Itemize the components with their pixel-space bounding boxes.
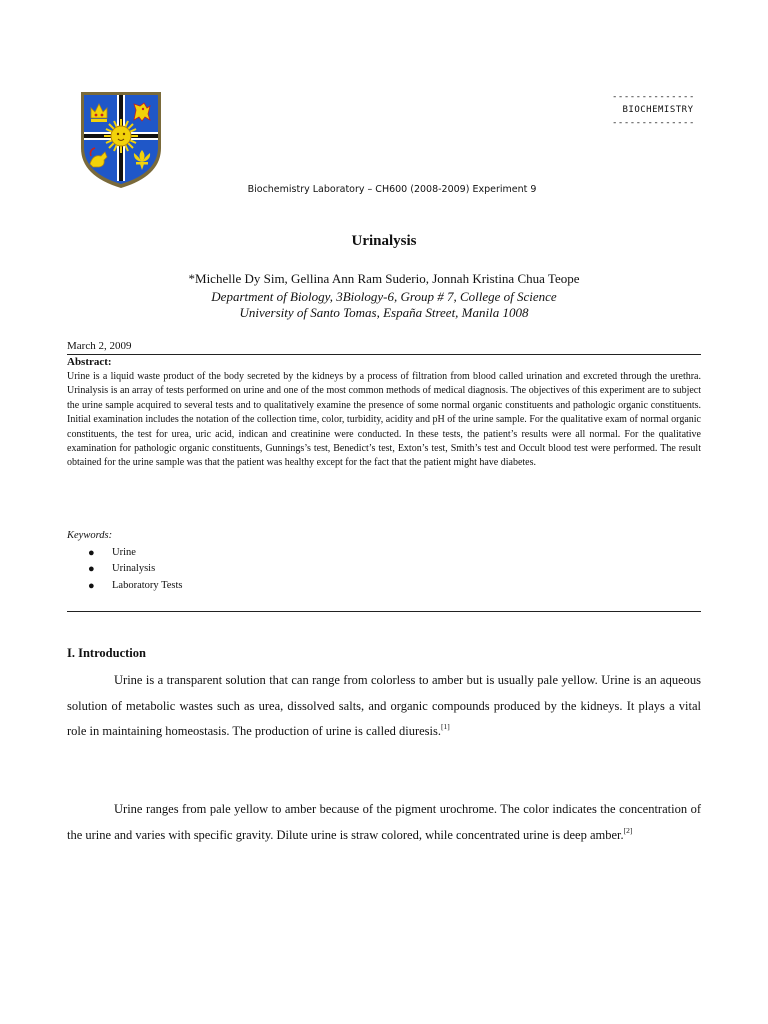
keywords-divider <box>67 611 701 612</box>
affiliation-department: Department of Biology, 3Biology-6, Group # 7, College of Science <box>211 289 557 304</box>
bullet-icon: ● <box>88 579 95 592</box>
keyword-item <box>88 547 183 563</box>
top-dash-rule: -------------- <box>612 92 695 102</box>
department-label-box <box>612 92 704 128</box>
affiliation-university: University of Santo Tomas, España Street, Manila 1008 <box>239 305 529 320</box>
bullet-icon: ● <box>88 547 95 559</box>
paper-title: Urinalysis <box>351 233 417 249</box>
introduction-paragraph-2 <box>67 797 701 848</box>
abstract-text: Urine is a liquid waste product of the body secreted by the kidneys by a process of filtration from blood called urination and excreted through the urethra. Urinalysis is an array of tests performed on urine and one of the most common methods of medical diagnosis. The objectives of this experiment are to subject the urine sample acquired to several tests and to qualitatively examine the presence of some normal organic constituents and pathologic organic constituents. Initial examination includes the notation of the collection time, color, turbidity, acidity and pH of the urine sample. For the qualitative exam of normal organic constituents, the test for urea, uric acid, indican and creatinine were conducted. In these tests, the patient’s results were all normal. For the qualitative examination for pathologic organic constituents, Gunnings’s test, Benedict’s test, Exton’s test, Smith’s test and Occult blood test were performed. The result obtained for the urine sample was that the patient was healthy except for the fact that the patient might have diabetes. <box>67 371 701 469</box>
introduction-paragraph-1 <box>67 668 701 745</box>
keyword-label: Urinalysis <box>112 563 156 575</box>
bullet-icon: ● <box>88 563 95 576</box>
author-list: *Michelle Dy Sim, Gellina Ann Ram Suderio, Jonnah Kristina Chua Teope <box>188 271 580 286</box>
abstract-divider <box>67 354 701 355</box>
keyword-label: Urine <box>112 547 136 558</box>
paper-date: March 2, 2009 <box>67 340 132 352</box>
course-header-line: Biochemistry Laboratory – CH600 (2008-2009) Experiment 9 <box>247 184 537 195</box>
citation-ref: [1] <box>441 722 450 732</box>
citation-ref: [2] <box>623 825 633 835</box>
bottom-dash-rule: -------------- <box>612 118 695 128</box>
keywords-heading: Keywords: <box>67 530 113 541</box>
department-label: BIOCHEMISTRY <box>622 105 694 115</box>
keywords-list <box>88 547 183 596</box>
keyword-item <box>88 580 183 596</box>
abstract-heading: Abstract: <box>67 356 112 368</box>
keyword-item <box>88 563 183 579</box>
keyword-label: Laboratory Tests <box>112 579 183 591</box>
university-crest-logo <box>79 90 163 190</box>
paragraph-text: Urine ranges from pale yellow to amber because of the pigment urochrome. The color indicates the concentration of the urine and varies with specific gravity. Dilute urine is straw colored, while concentrated urine is deep amber. <box>67 802 701 842</box>
paragraph-text: Urine is a transparent solution that can range from colorless to amber but is usually pale yellow. Urine is an aqueous solution of metabolic wastes such as urea, dissolved salts, and organic compounds produced by the kidneys. It plays a vital role in maintaining homeostasis. The production of urine is called diuresis. <box>67 673 701 739</box>
introduction-heading: I. Introduction <box>67 646 146 660</box>
